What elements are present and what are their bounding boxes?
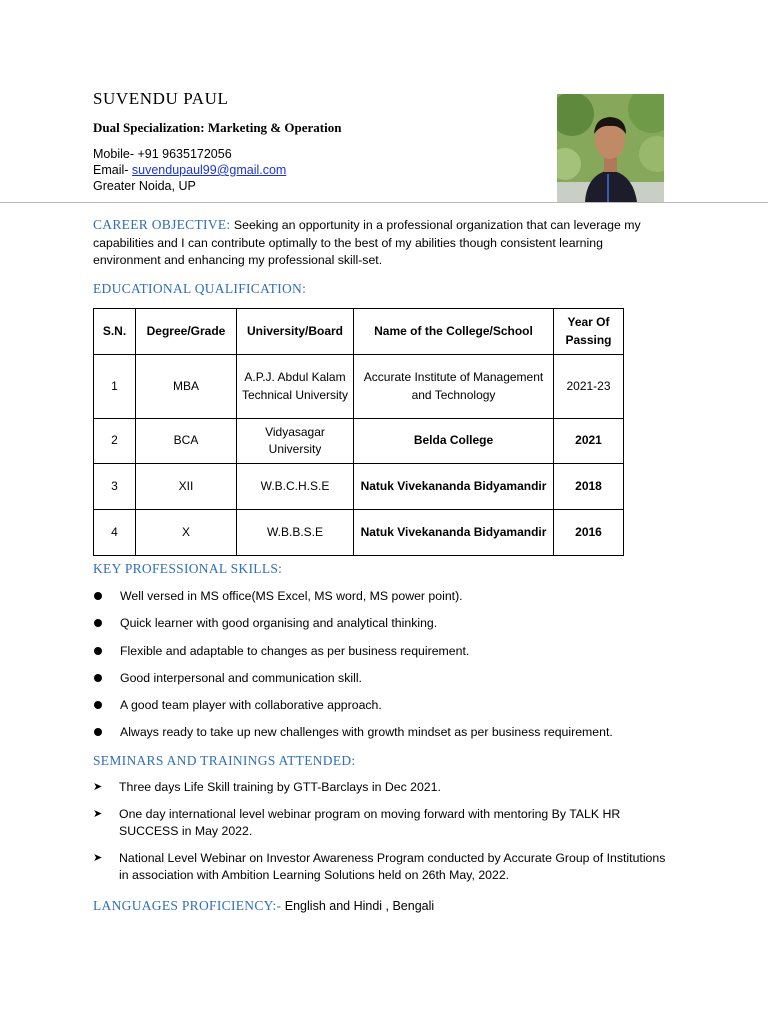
list-item: Well versed in MS office(MS Excel, MS word, MS power point). <box>93 588 613 615</box>
email-label: Email- <box>93 163 132 177</box>
education-heading: EDUCATIONAL QUALIFICATION: <box>93 281 307 296</box>
skills-list <box>93 588 613 752</box>
table-cell: Belda College <box>354 419 554 464</box>
table-cell: 2016 <box>554 510 624 556</box>
table-cell: W.B.B.S.E <box>237 510 354 556</box>
candidate-name: SUVENDU PAUL <box>93 89 229 108</box>
col-header: Name of the College/School <box>354 309 554 355</box>
table-header-row <box>94 309 624 355</box>
languages-heading: LANGUAGES PROFICIENCY:- <box>93 898 282 913</box>
table-cell: 4 <box>94 510 136 556</box>
table-row <box>94 510 624 556</box>
list-item <box>93 806 668 840</box>
objective-heading: CAREER OBJECTIVE: <box>93 217 231 232</box>
list-item: Good interpersonal and communication skill. <box>93 670 613 697</box>
table-cell: W.B.C.H.S.E <box>237 464 354 510</box>
table-cell: 2018 <box>554 464 624 510</box>
languages <box>93 898 434 914</box>
table-row <box>94 419 624 464</box>
list-item: Flexible and adaptable to changes as per business requirement. <box>93 643 613 670</box>
table-cell: 1 <box>94 355 136 419</box>
table-row <box>94 355 624 419</box>
list-item: Quick learner with good organising and analytical thinking. <box>93 615 613 642</box>
header-divider <box>0 202 768 203</box>
table-cell: Natuk Vivekananda Bidyamandir <box>354 510 554 556</box>
table-cell: BCA <box>136 419 237 464</box>
education-table <box>93 308 624 556</box>
arrow-bullet-icon: ➤ <box>93 781 103 793</box>
mobile: Mobile- +91 9635172056 <box>93 147 232 161</box>
table-row <box>94 464 624 510</box>
table-cell: Accurate Institute of Management and Technology <box>354 355 554 419</box>
seminars-heading: SEMINARS AND TRAININGS ATTENDED: <box>93 753 356 768</box>
seminar-text: Three days Life Skill training by GTT-Barclays in Dec 2021. <box>119 780 441 794</box>
table-cell: Vidyasagar University <box>237 419 354 464</box>
col-header: University/Board <box>237 309 354 355</box>
email-link[interactable]: suvendupaul99@gmail.com <box>131 163 287 177</box>
seminar-text: National Level Webinar on Investor Awareness Program conducted by Accurate Group of Institutions in association with Ambition Learning Solutions held on 26th May, 2022. <box>119 851 666 882</box>
seminars-list <box>93 779 668 894</box>
col-header: Year Of Passing <box>554 309 624 355</box>
languages-text: English and Hindi , Bengali <box>281 899 435 913</box>
col-header: Degree/Grade <box>136 309 237 355</box>
arrow-bullet-icon: ➤ <box>93 852 103 864</box>
table-cell: 2021 <box>554 419 624 464</box>
objective-text: Seeking an opportunity in a professional organization that can leverage my capabilities and I can contribute optimally to the best of my abilities though consistent learning environment and enhancing my professional skill-set. <box>93 218 641 267</box>
table-cell: 2 <box>94 419 136 464</box>
email-line <box>93 163 286 177</box>
list-item: Always ready to take up new challenges with growth mindset as per business requirement. <box>93 724 613 751</box>
table-cell: 3 <box>94 464 136 510</box>
table-cell: X <box>136 510 237 556</box>
arrow-bullet-icon: ➤ <box>93 808 103 820</box>
specialization: Dual Specialization: Marketing & Operation <box>93 120 342 135</box>
career-objective <box>93 216 668 270</box>
seminar-text: One day international level webinar program on moving forward with mentoring By TALK HR SUCCESS in May 2022. <box>119 807 621 838</box>
list-item <box>93 779 668 796</box>
col-header: S.N. <box>94 309 136 355</box>
profile-photo <box>557 94 664 202</box>
table-cell: Natuk Vivekananda Bidyamandir <box>354 464 554 510</box>
list-item: A good team player with collaborative approach. <box>93 697 613 724</box>
table-cell: A.P.J. Abdul Kalam Technical University <box>237 355 354 419</box>
location: Greater Noida, UP <box>93 179 196 193</box>
table-cell: MBA <box>136 355 237 419</box>
table-cell: 2021-23 <box>554 355 624 419</box>
table-cell: XII <box>136 464 237 510</box>
skills-heading: KEY PROFESSIONAL SKILLS: <box>93 561 283 576</box>
list-item <box>93 850 668 884</box>
